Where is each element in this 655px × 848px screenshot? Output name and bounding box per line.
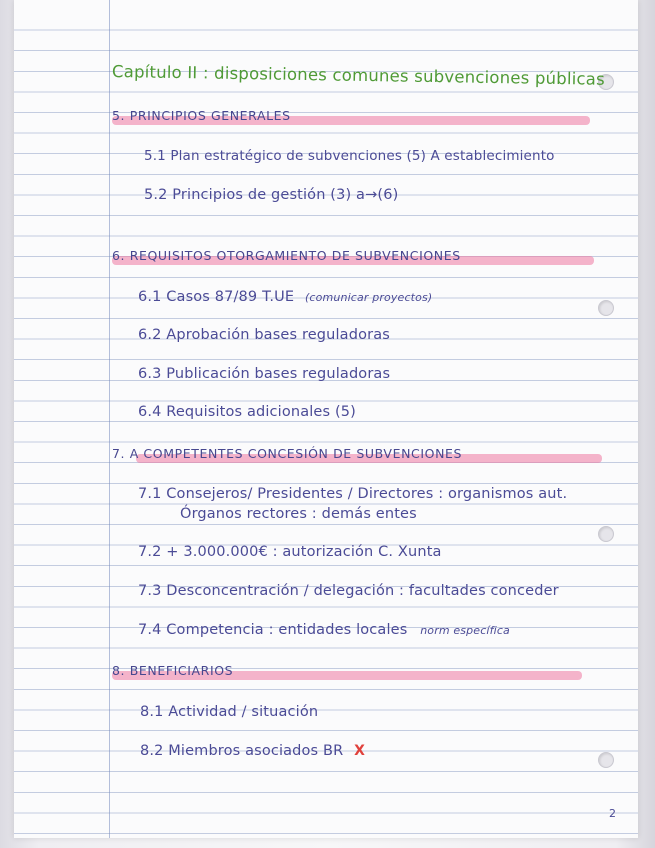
punch-hole	[598, 526, 614, 542]
section-heading-5: 5. PRINCIPIOS GENERALES	[112, 108, 291, 123]
item-6-1: 6.1 Casos 87/89 T.UE	[138, 289, 295, 305]
item-7-4-row	[138, 622, 510, 638]
cross-mark-icon: X	[354, 743, 366, 759]
item-8-1: 8.1 Actividad / situación	[140, 704, 319, 720]
item-8-2: 8.2 Miembros asociados BR	[140, 743, 344, 759]
item-6-2: 6.2 Aprobación bases reguladoras	[138, 327, 390, 343]
item-7-4: 7.4 Competencia : entidades locales	[138, 622, 408, 638]
page-number: 2	[609, 807, 616, 820]
item-5-1: 5.1 Plan estratégico de subvenciones (5) A establecimiento	[144, 148, 555, 164]
item-6-3: 6.3 Publicación bases reguladoras	[138, 366, 391, 382]
item-5-2: 5.2 Principios de gestión (3) a→(6)	[144, 187, 399, 203]
item-6-4: 6.4 Requisitos adicionales (5)	[138, 404, 356, 420]
item-7-3: 7.3 Desconcentración / delegación : facultades conceder	[138, 583, 559, 599]
punch-hole	[598, 752, 614, 768]
section-heading-8: 8. BENEFICIARIOS	[112, 663, 234, 678]
item-7-2: 7.2 + 3.000.000€ : autorización C. Xunta	[138, 544, 442, 560]
item-8-2-row	[140, 743, 365, 759]
item-7-4-note: norm específica	[420, 624, 510, 637]
section-heading-6: 6. REQUISITOS OTORGAMIENTO DE SUBVENCIONES	[112, 248, 461, 263]
item-7-1: 7.1 Consejeros/ Presidentes / Directores : organismos aut.	[138, 486, 568, 502]
section-heading-7: 7. A COMPETENTES CONCESIÓN DE SUBVENCIONES	[112, 446, 463, 461]
punch-hole	[598, 300, 614, 316]
item-6-1-note: (comunicar proyectos)	[304, 291, 433, 304]
notebook-page	[14, 0, 638, 838]
margin-line	[109, 0, 110, 838]
item-6-1-row	[138, 289, 432, 305]
chapter-title: Capítulo II : disposiciones comunes subvenciones públicas	[111, 62, 606, 89]
item-7-1-cont: Órganos rectores : demás entes	[180, 506, 417, 522]
